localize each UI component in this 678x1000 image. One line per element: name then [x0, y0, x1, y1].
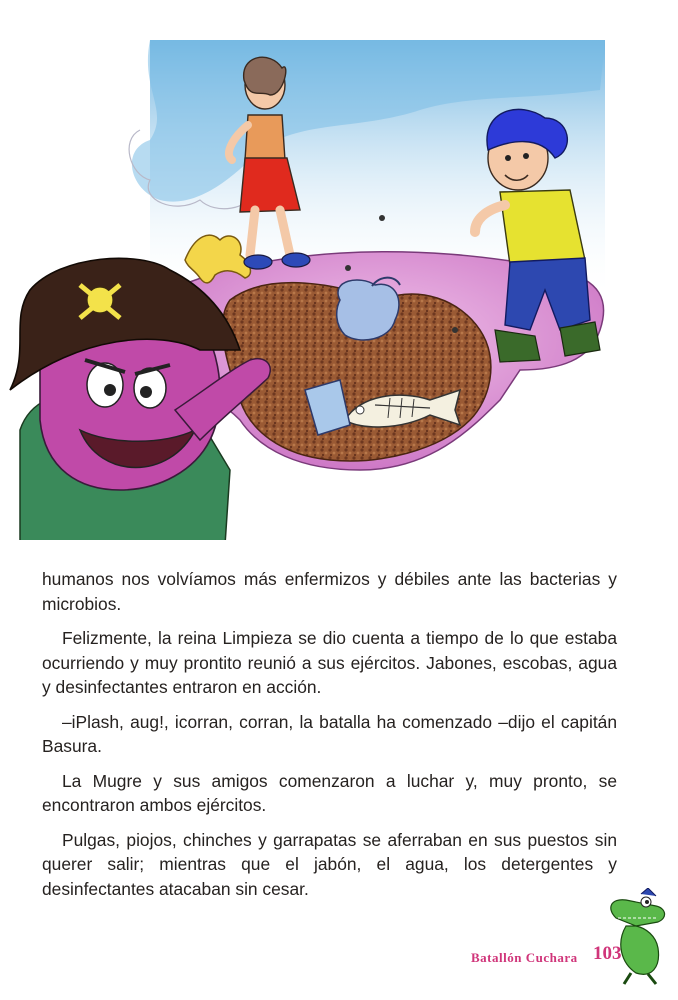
story-paragraph: Pulgas, piojos, chinches y garrapatas se aferraban en sus puestos sin querer salir; mientras que el jabón, el agua, los detergentes y desinfectantes atacaban sin cesar.	[42, 829, 617, 899]
page-number: 103	[593, 943, 622, 964]
story-text	[42, 567, 617, 911]
book-title: Batallón Cuchara	[471, 950, 578, 965]
crocodile-mascot-icon	[596, 888, 678, 988]
story-paragraph: La Mugre y sus amigos comenzaron a luchar y, muy pronto, se encontraron ambos ejércitos.	[42, 770, 617, 815]
story-paragraph: –iPlash, aug!, icorran, corran, la batalla ha comenzado –dijo el capitán Basura.	[42, 711, 617, 756]
story-paragraph: Felizmente, la reina Limpieza se dio cuenta a tiempo de lo que estaba ocurriendo y muy prontito reunió a sus ejércitos. Jabones, escobas, agua y desinfectantes entraron en acción.	[42, 628, 617, 697]
story-paragraph: humanos nos volvíamos más enfermizos y débiles ante las bacterias y microbios.	[42, 569, 617, 614]
